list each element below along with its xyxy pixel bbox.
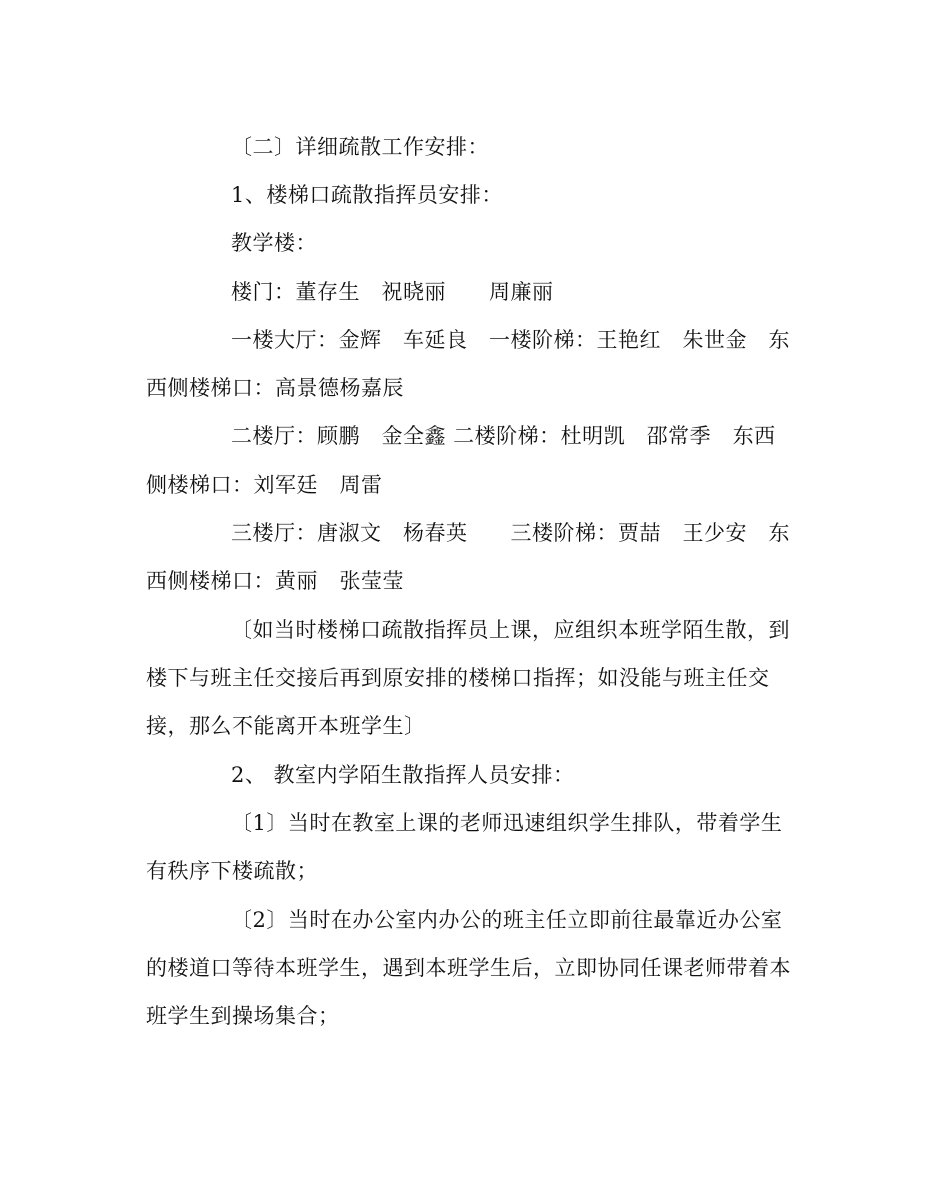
paragraph-line: 西侧楼梯口：高景德杨嘉辰 [146, 376, 404, 400]
paragraph-line: 西侧楼梯口：黄丽 张莹莹 [146, 569, 404, 593]
paragraph-line: 班学生到操场集合； [146, 1004, 340, 1028]
item-1-heading: 1、楼梯口疏散指挥员安排： [231, 183, 503, 207]
paragraph-line: 侧楼梯口：刘军廷 周雷 [146, 473, 383, 497]
paragraph-line: 一楼大厅：金辉 车延良 一楼阶梯：王艳红 朱世金 东 [231, 328, 790, 352]
section-heading: 〔二〕详细疏散工作安排： [231, 135, 489, 159]
paragraph-line: 〔如当时楼梯口疏散指挥员上课，应组织本班学陌生散，到 [231, 618, 790, 642]
paragraph-line: 有秩序下楼疏散； [146, 859, 318, 883]
paragraph-line: 接，那么不能离开本班学生〕 [146, 714, 426, 738]
paragraph-line: 楼下与班主任交接后再到原安排的楼梯口指挥；如没能与班主任交 [146, 666, 770, 690]
paragraph-line: 的楼道口等待本班学生，遇到本班学生后，立即协同任课老师带着本 [146, 956, 791, 980]
paragraph-line: 〔2〕当时在办公室内办公的班主任立即前往最靠近办公室 [231, 908, 783, 932]
paragraph-line: 楼门：董存生 祝晓丽 周廉丽 [231, 280, 554, 304]
item-2-heading: 2、 教室内学陌生散指挥人员安排： [231, 763, 575, 787]
paragraph-line: 三楼厅：唐淑文 杨春英 三楼阶梯：贾喆 王少安 东 [231, 521, 790, 545]
paragraph-line: 二楼厅：顾鹏 金全鑫 二楼阶梯：杜明凯 邵常季 东西 [231, 424, 776, 448]
paragraph-line: 教学楼： [231, 231, 317, 255]
paragraph-line: 〔1〕当时在教室上课的老师迅速组织学生排队，带着学生 [231, 811, 783, 835]
